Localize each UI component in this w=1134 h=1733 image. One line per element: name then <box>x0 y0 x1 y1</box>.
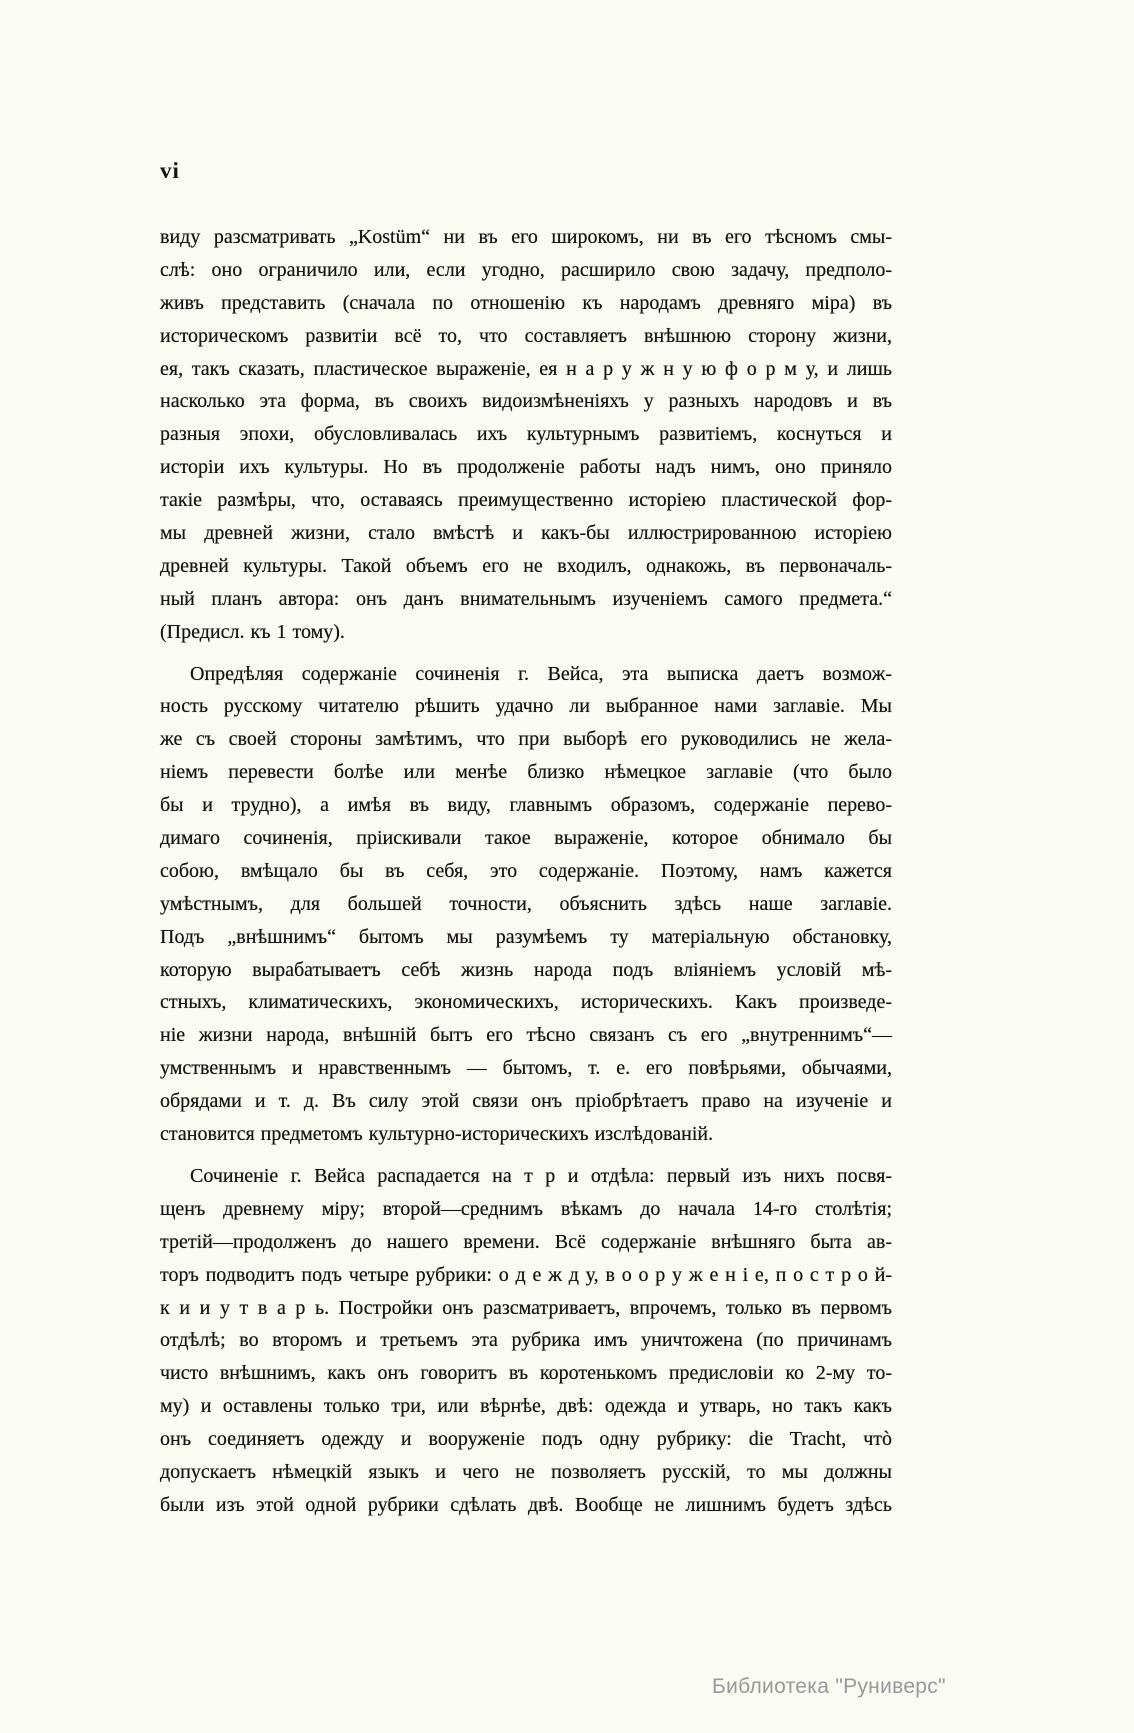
text-line: стныхъ, климатическихъ, экономическихъ, историческихъ. Какъ произведе- <box>160 991 892 1014</box>
text-line: историческомъ развитіи всё то, что составляетъ внѣшнюю сторону жизни, <box>160 324 892 347</box>
text-line: Опредѣляя содержаніе сочиненія г. Вейса, эта выписка даетъ возмож- <box>190 662 892 685</box>
text-line: древней культуры. Такой объемъ его не входилъ, однакожь, въ первоначаль- <box>160 554 892 577</box>
text-line: становится предметомъ культурно-историческихъ изслѣдованій. <box>160 1123 714 1146</box>
library-watermark: Библиотека "Руниверс" <box>712 1675 946 1698</box>
text-line: умѣстнымъ, для большей точности, объяснить здѣсь наше заглавіе. <box>160 892 892 915</box>
text-line: обрядами и т. д. Въ силу этой связи онъ пріобрѣтаетъ право на изученіе и <box>160 1090 892 1113</box>
text-line: разныя эпохи, обусловливалась ихъ культурнымъ развитіемъ, коснуться и <box>160 423 892 446</box>
page-number: vi <box>160 158 180 183</box>
text-line: онъ соединяетъ одежду и вооруженіе подъ одну рубрику: die Tracht, чтò <box>160 1428 892 1451</box>
text-line: были изъ этой одной рубрики сдѣлать двѣ. Вообще не лишнимъ будетъ здѣсь <box>160 1493 892 1516</box>
text-line: исторіи ихъ культуры. Но въ продолженіе работы надъ нимъ, оно приняло <box>160 456 892 479</box>
text-line: слѣ: оно ограничило или, если угодно, расширило свою задачу, предполо- <box>160 258 892 281</box>
text-line: Подъ „внѣшнимъ“ бытомъ мы разумѣемъ ту матеріальную обстановку, <box>160 925 892 948</box>
text-line: мы древней жизни, стало вмѣстѣ и какъ-бы иллюстрированною исторіею <box>160 522 892 545</box>
text-line: торъ подводитъ подъ четыре рубрики: о д е ж д у, в о о р у ж е н і е, п о с т р о й- <box>160 1263 892 1286</box>
text-line: отдѣлѣ; во второмъ и третьемъ эта рубрика имъ уничтожена (по причинамъ <box>160 1329 892 1352</box>
paragraph <box>160 221 892 649</box>
text-line: ніе жизни народа, внѣшній бытъ его тѣсно связанъ съ его „внутреннимъ“— <box>160 1024 892 1047</box>
text-line: такіе размѣры, что, оставаясь преимущественно исторіею пластической фор- <box>160 489 892 512</box>
text-line: чисто внѣшнимъ, какъ онъ говоритъ въ коротенькомъ предисловіи ко 2-му то- <box>160 1362 892 1385</box>
text-line: му) и оставлены только три, или вѣрнѣе, двѣ: одежда и утварь, но такъ какъ <box>160 1395 892 1418</box>
paragraph <box>160 1160 892 1522</box>
text-line: щенъ древнему міру; второй—среднимъ вѣкамъ до начала 14-го столѣтія; <box>160 1197 892 1220</box>
text-line: (Предисл. къ 1 тому). <box>160 620 345 643</box>
text-line: же съ своей стороны замѣтимъ, что при выборѣ его руководились не жела- <box>160 728 892 751</box>
text-line: живъ представить (сначала по отношенію къ народамъ древняго міра) въ <box>160 291 892 314</box>
text-line: которую вырабатываетъ себѣ жизнь народа подъ вліяніемъ условій мѣ- <box>160 958 892 981</box>
text-line: бы и трудно), а имѣя въ виду, главнымъ образомъ, содержаніе перево- <box>160 794 892 817</box>
text-line: ея, такъ сказать, пластическое выраженіе, ея н а р у ж н у ю ф о р м у, и лишь <box>160 357 892 380</box>
paragraph <box>160 658 892 1151</box>
text-line: ность русскому читателю рѣшить удачно ли выбранное нами заглавіе. Мы <box>160 695 892 718</box>
text-line: виду разсматривать „Kostüm“ ни въ его широкомъ, ни въ его тѣсномъ смы- <box>160 226 892 248</box>
text-line: димаго сочиненія, пріискивали такое выраженіе, которое обнимало бы <box>160 827 892 850</box>
text-line: допускаетъ нѣмецкій языкъ и чего не позволяетъ русскій, то мы должны <box>160 1460 892 1483</box>
text-line: ный планъ автора: онъ данъ внимательнымъ изученіемъ самого предмета.“ <box>160 587 892 610</box>
text-line: умственнымъ и нравственнымъ — бытомъ, т. е. его повѣрьями, обычаями, <box>160 1057 892 1080</box>
text-line: Сочиненіе г. Вейса распадается на т р и отдѣла: первый изъ нихъ посвя- <box>190 1164 892 1187</box>
text-line: ніемъ перевести болѣе или менѣе близко нѣмецкое заглавіе (что было <box>160 761 892 784</box>
body-text-block <box>160 221 892 1522</box>
text-line: собою, вмѣщало бы въ себя, это содержаніе. Поэтому, намъ кажется <box>160 859 892 882</box>
text-line: насколько эта форма, въ своихъ видоизмѣненіяхъ у разныхъ народовъ и въ <box>160 390 892 413</box>
text-line: к и и у т в а р ь. Постройки онъ разсматриваетъ, впрочемъ, только въ первомъ <box>160 1296 892 1319</box>
text-line: третій—продолженъ до нашего времени. Всё содержаніе внѣшняго быта ав- <box>160 1230 892 1253</box>
